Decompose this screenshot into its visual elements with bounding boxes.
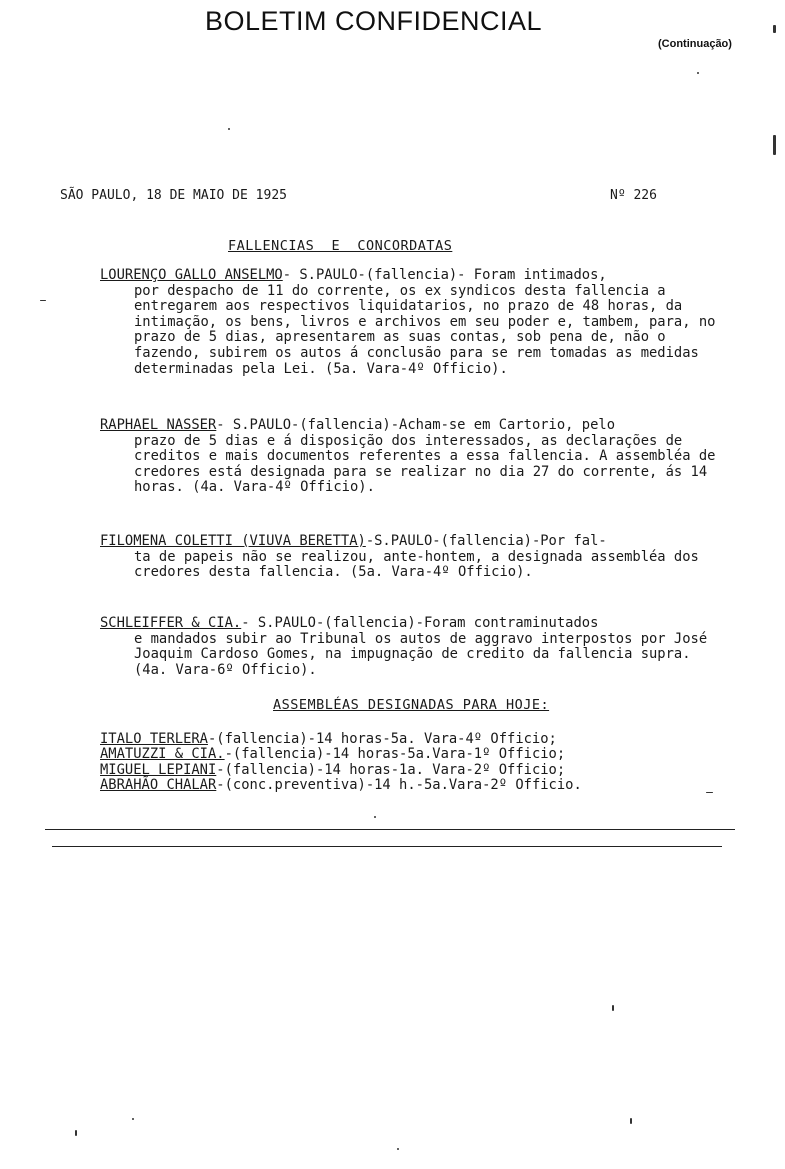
entry-first-line: - S.PAULO-(fallencia)- Foram intimados,: [282, 267, 607, 283]
scan-speck: [706, 792, 713, 793]
list-item-name: ITALO TERLERA: [100, 731, 208, 747]
entry-filomena: [100, 534, 720, 581]
entry-lourenco: [100, 268, 720, 377]
list-item-name: MIGUEL LEPIANI: [100, 761, 217, 778]
entry-text: prazo de 5 dias e á disposição dos interessados, as declarações de creditos e mais documentos referentes a essa fallencia. A assembléa de credores está designada para se realizar no dia 27 do corrente, ás 14 horas. (4a. Vara-4º Officio).: [134, 432, 716, 496]
bulletin-number: Nº 226: [610, 188, 657, 203]
place-date: SÃO PAULO, 18 DE MAIO DE 1925: [60, 188, 287, 203]
entry-name: SCHLEIFFER & CIA.: [100, 615, 242, 631]
list-item: [100, 732, 700, 747]
entry-text: por despacho de 11 do corrente, os ex syndicos desta fallencia a entregarem aos respectivos liquidatarios, no prazo de 48 horas, da intimação, os bens, livros e archivos em seu poder e, tambem, para, no prazo de 5 dias, apresentarem as suas contas, sob pena de, não o fazendo, subirem os autos á conclusão para se rem tomadas as medidas determinadas pela Lei. (5a. Vara-4º Officio).: [134, 282, 716, 377]
scan-speck: [75, 1130, 77, 1136]
list-item: [100, 747, 700, 762]
scan-speck: [228, 128, 230, 130]
entry-text: e mandados subir ao Tribunal os autos de aggravo interpostos por José Joaquim Cardoso Gomes, na impugnação de credito da fallencia supra. (4a. Vara-6º Officio).: [134, 630, 708, 678]
list-item-detail: -(fallencia)-14 horas-5a.Vara-1º Officio;: [224, 746, 566, 763]
divider-line: [45, 829, 735, 830]
continuation-label: (Continuação): [658, 38, 732, 50]
entry-text: ta de papeis não se realizou, ante-hontem, a designada assembléa dos credores desta fallencia. (5a. Vara-4º Officio).: [134, 548, 699, 581]
assembleias-list: [100, 732, 700, 794]
scan-speck: [612, 1005, 614, 1011]
entry-schleiffer: [100, 616, 720, 678]
list-item-detail: -(fallencia)-14 horas-1a. Vara-2º Officio;: [216, 761, 566, 778]
scan-speck: [630, 1118, 632, 1124]
list-item-name: AMATUZZI & CIA.: [100, 746, 225, 763]
entry-raphael: [100, 418, 720, 496]
scan-speck: [374, 816, 376, 818]
list-item: [100, 763, 700, 778]
divider-line: [52, 846, 722, 847]
entry-name: RAPHAEL NASSER: [100, 417, 217, 433]
entry-name: FILOMENA COLETTI (VIUVA BERETTA): [100, 533, 366, 549]
list-item-detail: -(conc.preventiva)-14 h.-5a.Vara-2º Officio.: [216, 777, 582, 794]
scan-speck: [773, 25, 776, 33]
entry-name: LOURENÇO GALLO ANSELMO: [100, 267, 283, 283]
scan-speck: [397, 1148, 399, 1150]
scan-speck: [773, 135, 776, 155]
list-item-name: ABRAHÃO CHALAR: [100, 777, 217, 794]
entry-first-line: -S.PAULO-(fallencia)-Por fal-: [365, 533, 607, 549]
bulletin-title: BOLETIM CONFIDENCIAL: [205, 6, 543, 36]
section-title: FALLENCIAS E CONCORDATAS: [228, 238, 453, 254]
assembleias-title: ASSEMBLÉAS DESIGNADAS PARA HOJE:: [273, 697, 550, 713]
scan-speck: [40, 300, 46, 301]
list-item-detail: -(fallencia)-14 horas-5a. Vara-4º Officio;: [207, 731, 557, 747]
scan-speck: [132, 1118, 134, 1120]
entry-first-line: - S.PAULO-(fallencia)-Acham-se em Cartorio, pelo: [216, 417, 616, 433]
list-item: [100, 778, 700, 793]
entry-first-line: - S.PAULO-(fallencia)-Foram contraminutados: [241, 615, 599, 631]
scan-speck: [697, 72, 699, 74]
